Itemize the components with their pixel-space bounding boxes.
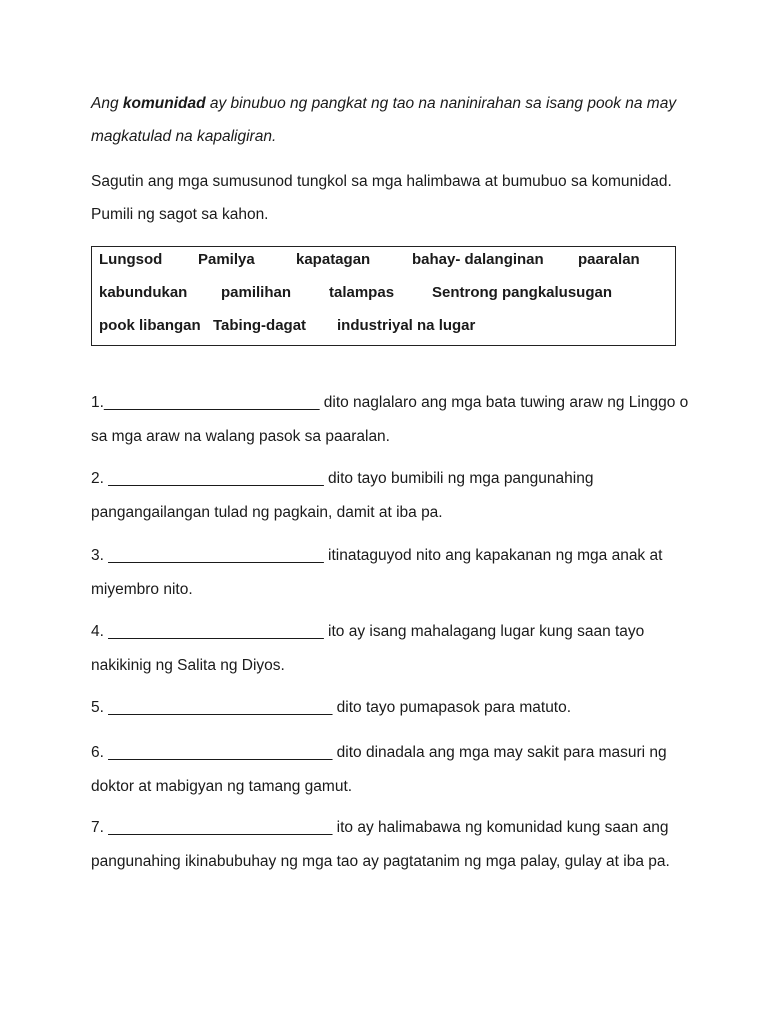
question-item xyxy=(91,736,691,804)
word-choice: Pamilya xyxy=(198,251,255,268)
question-number: 1. xyxy=(91,394,104,411)
word-choice: Sentrong pangkalusugan xyxy=(432,284,613,301)
word-choice: kapatagan xyxy=(296,251,371,268)
answer-blank[interactable]: _________________________ xyxy=(103,394,320,411)
word-choice: pook libangan xyxy=(99,317,201,334)
answer-blank[interactable]: __________________________ xyxy=(108,819,333,836)
question-number: 2. xyxy=(91,470,109,487)
word-choice-box xyxy=(91,246,676,346)
question-item xyxy=(91,691,691,725)
word-choice: pamilihan xyxy=(221,284,292,301)
instruction-paragraph: Sagutin ang mga sumusunod tungkol sa mga halimbawa at bumubuo sa komunidad. Pumili ng sagot sa kahon. xyxy=(91,173,672,223)
answer-blank[interactable]: __________________________ xyxy=(108,744,333,761)
word-choice: bahay- dalanginan xyxy=(412,251,544,268)
question-text: ito ay halimabawa ng komunidad kung saan ang pangunahing ikinabubuhay ng mga tao ay pagtatanim ng mga palay, gulay at iba pa. xyxy=(91,819,670,870)
question-text: dito tayo bumibili ng mga pangunahing pangangailangan tulad ng pagkain, damit at iba pa. xyxy=(91,470,594,521)
question-number: 7. xyxy=(91,819,109,836)
intro-term: komunidad xyxy=(122,95,206,112)
question-item xyxy=(91,539,691,607)
word-choice: paaralan xyxy=(578,251,640,268)
answer-blank[interactable]: _________________________ xyxy=(108,623,324,640)
question-number: 6. xyxy=(91,744,109,761)
answer-blank[interactable]: __________________________ xyxy=(108,699,333,716)
question-text: ito ay isang mahalagang lugar kung saan tayo nakikinig ng Salita ng Diyos. xyxy=(91,623,645,674)
question-number: 4. xyxy=(91,623,109,640)
answer-blank[interactable]: _________________________ xyxy=(108,547,324,564)
word-choice: kabundukan xyxy=(99,284,188,301)
intro-paragraph xyxy=(91,87,691,153)
intro-rest: ay binubuo ng pangkat ng tao na naninirahan sa isang pook na may magkatulad na kapaligiran. xyxy=(91,95,677,145)
question-item xyxy=(91,386,691,454)
question-number: 5. xyxy=(91,699,109,716)
question-text: itinataguyod nito ang kapakanan ng mga anak at miyembro nito. xyxy=(91,547,663,598)
question-item xyxy=(91,811,691,879)
word-choice: talampas xyxy=(329,284,395,301)
question-text: dito naglalaro ang mga bata tuwing araw ng Linggo o sa mga araw na walang pasok sa paaralan. xyxy=(91,394,689,445)
question-number: 3. xyxy=(91,547,109,564)
question-item xyxy=(91,615,691,683)
question-text: dito tayo pumapasok para matuto. xyxy=(332,699,572,716)
word-choice: Tabing-dagat xyxy=(213,317,307,334)
word-choice: industriyal na lugar xyxy=(337,317,476,334)
word-choice: Lungsod xyxy=(99,251,163,268)
question-item xyxy=(91,462,691,530)
intro-prefix: Ang xyxy=(91,95,123,112)
question-text: dito dinadala ang mga may sakit para masuri ng doktor at mabigyan ng tamang gamut. xyxy=(91,744,667,795)
answer-blank[interactable]: _________________________ xyxy=(108,470,324,487)
